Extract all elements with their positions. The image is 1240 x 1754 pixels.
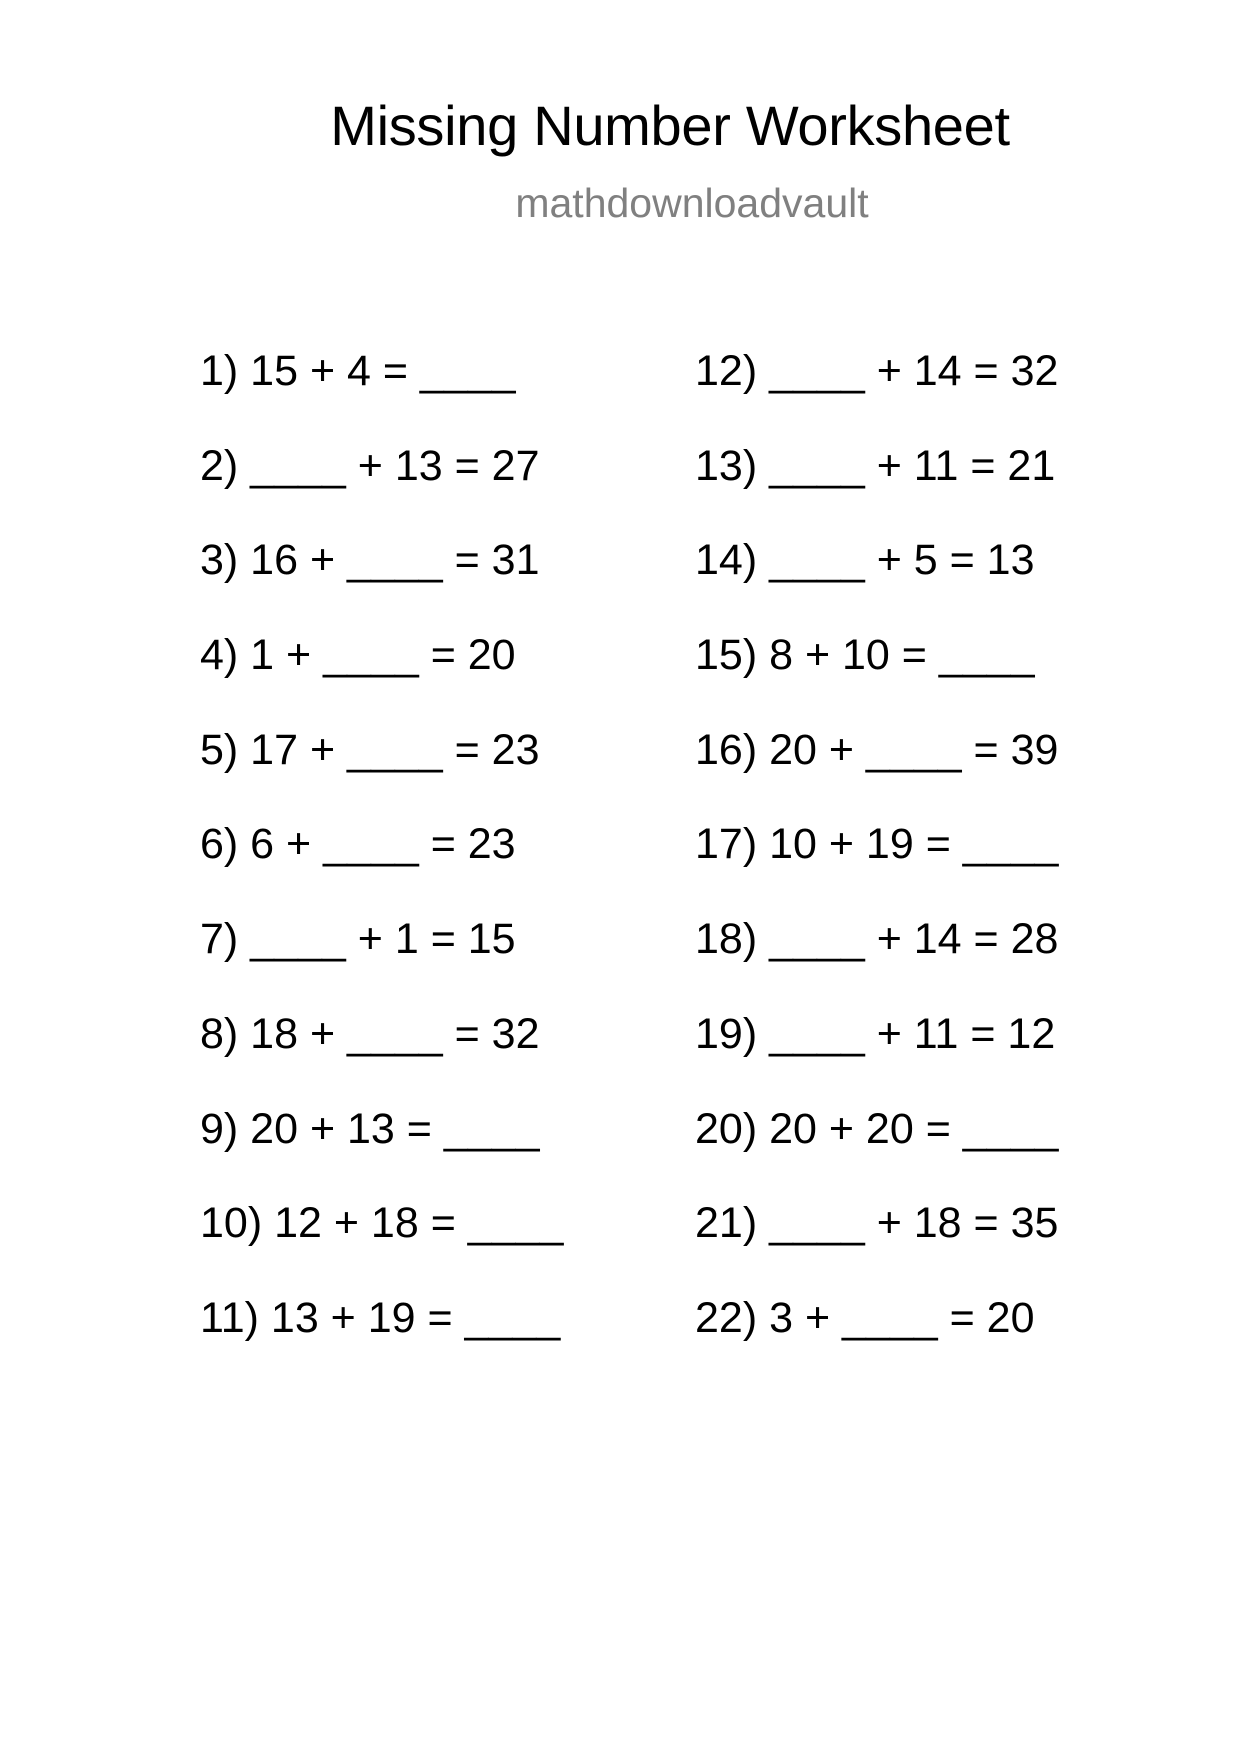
problem-4: 4) 1 + ____ = 20 bbox=[200, 631, 516, 680]
problem-20: 20) 20 + 20 = ____ bbox=[695, 1104, 1059, 1153]
problem-14: 14) ____ + 5 = 13 bbox=[695, 536, 1035, 585]
worksheet-title: Missing Number Worksheet bbox=[330, 94, 1010, 157]
problem-6: 6) 6 + ____ = 23 bbox=[200, 820, 516, 869]
problem-5: 5) 17 + ____ = 23 bbox=[200, 725, 540, 774]
problem-7: 7) ____ + 1 = 15 bbox=[200, 915, 516, 964]
problem-17: 17) 10 + 19 = ____ bbox=[695, 820, 1059, 869]
problem-8: 8) 18 + ____ = 32 bbox=[200, 1009, 540, 1058]
problem-9: 9) 20 + 13 = ____ bbox=[200, 1104, 540, 1153]
problem-15: 15) 8 + 10 = ____ bbox=[695, 631, 1035, 680]
problem-3: 3) 16 + ____ = 31 bbox=[200, 536, 540, 585]
problem-12: 12) ____ + 14 = 32 bbox=[695, 347, 1059, 395]
problems-left-column bbox=[200, 347, 564, 1392]
problem-13: 13) ____ + 11 = 21 bbox=[695, 441, 1056, 490]
problems-right-column bbox=[695, 347, 1059, 1392]
problem-16: 16) 20 + ____ = 39 bbox=[695, 725, 1059, 774]
problem-21: 21) ____ + 18 = 35 bbox=[695, 1199, 1059, 1248]
problem-18: 18) ____ + 14 = 28 bbox=[695, 915, 1059, 964]
problem-19: 19) ____ + 11 = 12 bbox=[695, 1009, 1056, 1058]
problem-2: 2) ____ + 13 = 27 bbox=[200, 441, 540, 490]
worksheet-subtitle: mathdownloadvault bbox=[515, 180, 869, 226]
problem-1: 1) 15 + 4 = ____ bbox=[200, 347, 516, 395]
problem-11: 11) 13 + 19 = ____ bbox=[200, 1293, 561, 1342]
problem-22: 22) 3 + ____ = 20 bbox=[695, 1293, 1035, 1342]
problem-10: 10) 12 + 18 = ____ bbox=[200, 1199, 564, 1248]
